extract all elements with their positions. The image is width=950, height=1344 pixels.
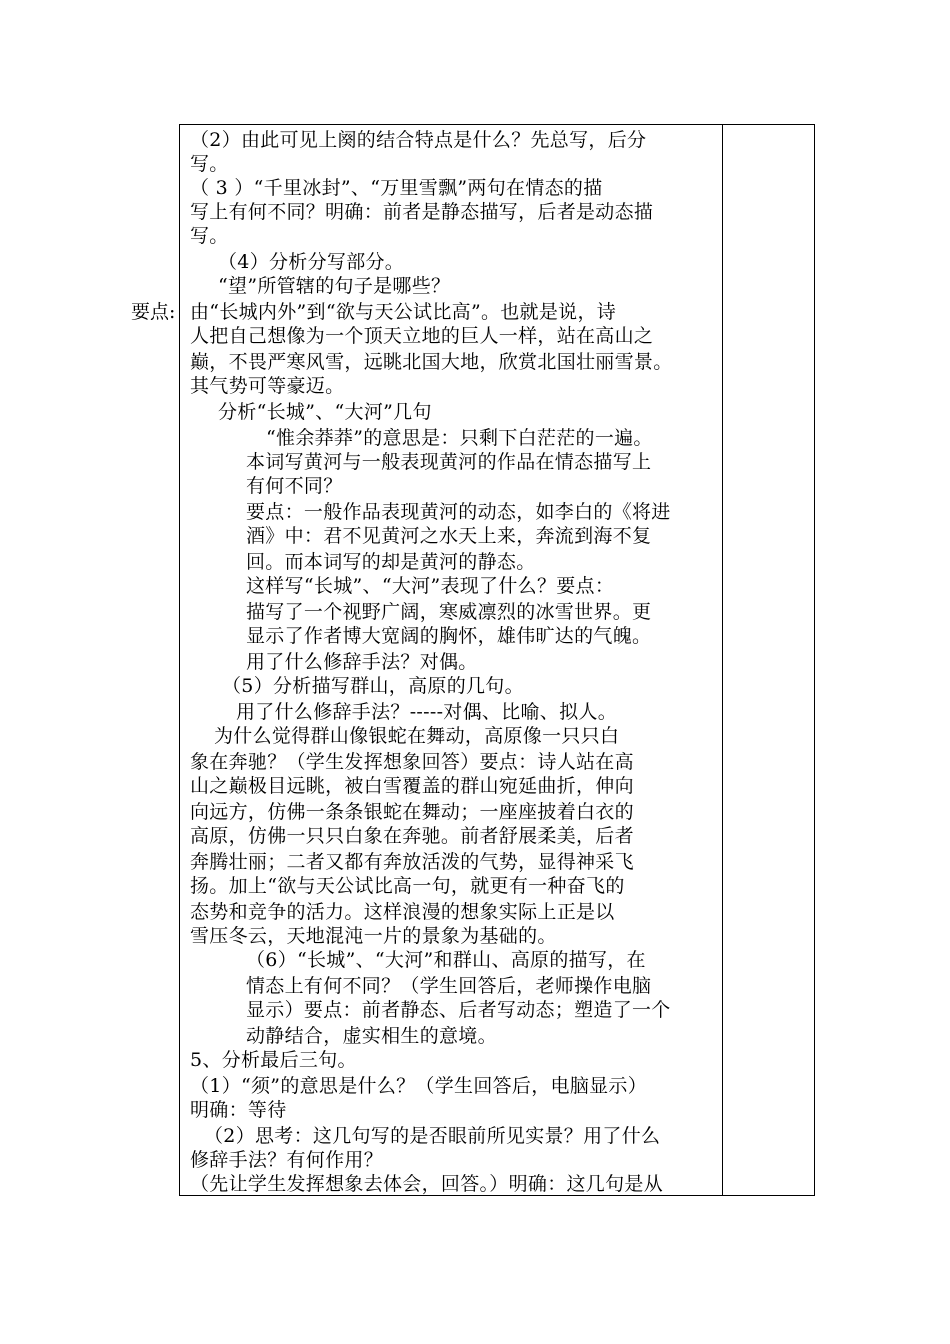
text-line: 雪压冬云，天地混沌一片的景象为基础的。 xyxy=(190,925,557,947)
text-line: 情态上有何不同？（学生回答后，老师操作电脑 xyxy=(246,975,652,997)
side-label: 要点: xyxy=(131,301,176,323)
text-line: （先让学生发挥想象去体会，回答。）明确：这几句是从 xyxy=(190,1173,664,1195)
text-line: 修辞手法？有何作用？ xyxy=(190,1149,384,1171)
text-line: 回。而本词写的却是黄河的静态。 xyxy=(246,551,536,573)
text-line: 奔腾壮丽；二者又都有奔放活泼的气势，显得神采飞 xyxy=(190,851,634,873)
text-line: 写。 xyxy=(190,153,229,175)
text-line: 扬。加上“欲与天公试比高一句，就更有一种奋飞的 xyxy=(190,875,625,897)
text-line: （5）分析描写群山，高原的几句。 xyxy=(222,675,524,697)
text-line: 人把自己想像为一个顶天立地的巨人一样，站在高山之 xyxy=(190,325,654,347)
text-line: 这样写“长城”、“大河”表现了什么？要点： xyxy=(246,575,615,597)
text-line: 向远方，仿佛一条条银蛇在舞动；一座座披着白衣的 xyxy=(190,801,634,823)
text-line: 显示了作者博大宽阔的胸怀，雄伟旷达的气魄。 xyxy=(246,625,652,647)
text-line: 本词写黄河与一般表现黄河的作品在情态描写上 xyxy=(246,451,652,473)
text-line: 为什么觉得群山像银蛇在舞动，高原像一只只白 xyxy=(214,725,620,747)
text-line: 由“长城内外”到“欲与天公试比高”。也就是说，诗 xyxy=(190,301,617,323)
text-line: “惟余莽莽”的意思是：只剩下白茫茫的一遍。 xyxy=(266,427,653,449)
text-line: （6）“长城”、“大河”和群山、高原的描写，在 xyxy=(246,949,646,971)
text-line: 山之巅极目远眺，被白雪覆盖的群山宛延曲折，伸向 xyxy=(190,775,634,797)
text-line: 象在奔驰？（学生发挥想象回答）要点：诗人站在高 xyxy=(190,751,634,773)
text-line: 5、分析最后三句。 xyxy=(190,1049,357,1071)
text-line: 写。 xyxy=(190,225,229,247)
text-line: （4）分析分写部分。 xyxy=(218,251,405,273)
text-line: 巅，不畏严寒风雪，远眺北国大地，欣赏北国壮丽雪景。 xyxy=(190,351,673,373)
text-line: 其气势可等豪迈。 xyxy=(190,375,345,397)
text-line: 用了什么修辞手法？-----对偶、比喻、拟人。 xyxy=(236,701,618,723)
text-line: 态势和竞争的活力。这样浪漫的想象实际上正是以 xyxy=(190,901,615,923)
text-line: （2）由此可见上阕的结合特点是什么？先总写，后分 xyxy=(190,129,647,151)
text-line: 用了什么修辞手法？对偶。 xyxy=(246,651,478,673)
text-line: 高原，仿佛一只只白象在奔驰。前者舒展柔美，后者 xyxy=(190,825,634,847)
text-line: 动静结合，虚实相生的意境。 xyxy=(246,1025,497,1047)
text-line: 显示）要点：前者静态、后者写动态；塑造了一个 xyxy=(246,999,671,1021)
text-line: 酒》中：君不见黄河之水天上来，奔流到海不复 xyxy=(246,525,652,547)
text-line: 要点：一般作品表现黄河的动态，如李白的《将进 xyxy=(246,501,671,523)
text-line: （ 3 ）“千里冰封”、“万里雪飘”两句在情态的描 xyxy=(190,177,603,199)
text-line: 有何不同？ xyxy=(246,475,343,497)
text-line: （1）“须”的意思是什么？（学生回答后，电脑显示） xyxy=(190,1075,648,1097)
text-line: 明确：等待 xyxy=(190,1099,287,1121)
text-line: 分析“长城”、“大河”几句 xyxy=(218,401,432,423)
text-line: （2）思考：这几句写的是否眼前所见实景？用了什么 xyxy=(204,1125,661,1147)
text-line: 描写了一个视野广阔，寒威凛烈的冰雪世界。更 xyxy=(246,601,652,623)
column-divider xyxy=(722,125,723,1195)
text-line: 写上有何不同？明确：前者是静态描写，后者是动态描 xyxy=(190,201,654,223)
text-line: “望”所管辖的句子是哪些？ xyxy=(218,275,451,297)
